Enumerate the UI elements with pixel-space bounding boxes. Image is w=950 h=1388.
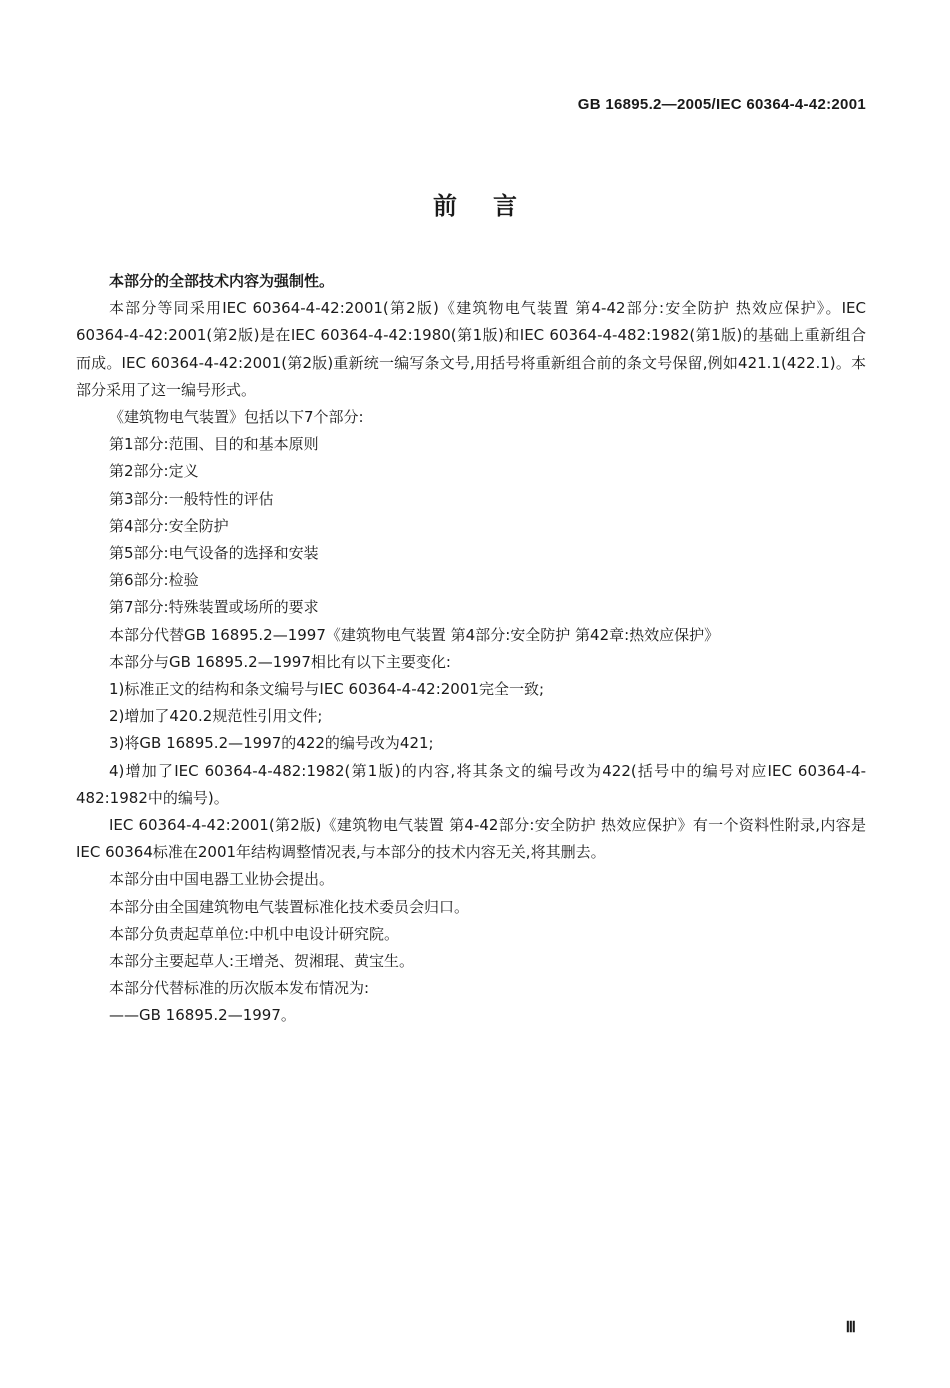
paragraph-annex-note: IEC 60364-4-42:2001(第2版)《建筑物电气装置 第4-42部分:安全防护 热效应保护》有一个资料性附录,内容是IEC 60364标准在2001年结构调整情况表,与本部分的技术内容无关,将其删去。 — [76, 816, 866, 862]
paragraph-replaces: 本部分代替GB 16895.2—1997《建筑物电气装置 第4部分:安全防护 第42章:热效应保护》 — [109, 625, 720, 644]
list-item-part-3: 第3部分:一般特性的评估 — [109, 489, 274, 508]
paragraph-parts-intro: 《建筑物电气装置》包括以下7个部分: — [109, 408, 364, 427]
list-item-part-4: 第4部分:安全防护 — [109, 516, 229, 535]
list-item-part-6: 第6部分:检验 — [109, 571, 199, 590]
page-title: 前言 — [433, 192, 553, 220]
paragraph-history-intro: 本部分代替标准的历次版本发布情况为: — [109, 979, 370, 998]
list-item-change-2: 2)增加了420.2规范性引用文件; — [109, 707, 323, 726]
list-item-change-3: 3)将GB 16895.2—1997的422的编号改为421; — [109, 734, 434, 753]
list-item-part-1: 第1部分:范围、目的和基本原则 — [109, 435, 319, 454]
paragraph-changes-intro: 本部分与GB 16895.2—1997相比有以下主要变化: — [109, 652, 451, 671]
list-item-part-5: 第5部分:电气设备的选择和安装 — [109, 544, 319, 563]
foreword-body — [76, 268, 871, 1030]
standard-code-header: GB 16895.2—2005/IEC 60364-4-42:2001 — [577, 96, 866, 113]
paragraph-drafting-unit: 本部分负责起草单位:中机中电设计研究院。 — [109, 924, 400, 943]
list-item-part-2: 第2部分:定义 — [109, 462, 199, 481]
paragraph-history-item: ——GB 16895.2—1997。 — [109, 1006, 296, 1025]
paragraph-drafters: 本部分主要起草人:王增尧、贺湘琨、黄宝生。 — [109, 952, 415, 971]
paragraph-proposed-by: 本部分由中国电器工业协会提出。 — [109, 870, 335, 889]
paragraph-mandatory-statement: 本部分的全部技术内容为强制性。 — [109, 272, 335, 290]
page-number: Ⅲ — [845, 1320, 856, 1336]
list-item-part-7: 第7部分:特殊装置或场所的要求 — [109, 598, 319, 617]
paragraph-adoption: 本部分等同采用IEC 60364-4-42:2001(第2版)《建筑物电气装置 第4-42部分:安全防护 热效应保护》。IEC 60364-4-42:2001(第2版)是在IEC 60364-4-42:1980(第1版)和IEC 60364-4-482:1982(第1版)的基础上重新组合而成。IEC 60364-4-42:2001(第2版)重新统一编写条文号,用括号将重新组合前的条文号保留,例如421.1(422.1)。本部分采用了这一编号形式。 — [76, 299, 871, 399]
list-item-change-1: 1)标准正文的结构和条文编号与IEC 60364-4-42:2001完全一致; — [109, 680, 544, 699]
paragraph-centralized-by: 本部分由全国建筑物电气装置标准化技术委员会归口。 — [109, 897, 470, 916]
list-item-change-4: 4)增加了IEC 60364-4-482:1982(第1版)的内容,将其条文的编号改为422(括号中的编号对应IEC 60364-4-482:1982中的编号)。 — [76, 761, 866, 807]
